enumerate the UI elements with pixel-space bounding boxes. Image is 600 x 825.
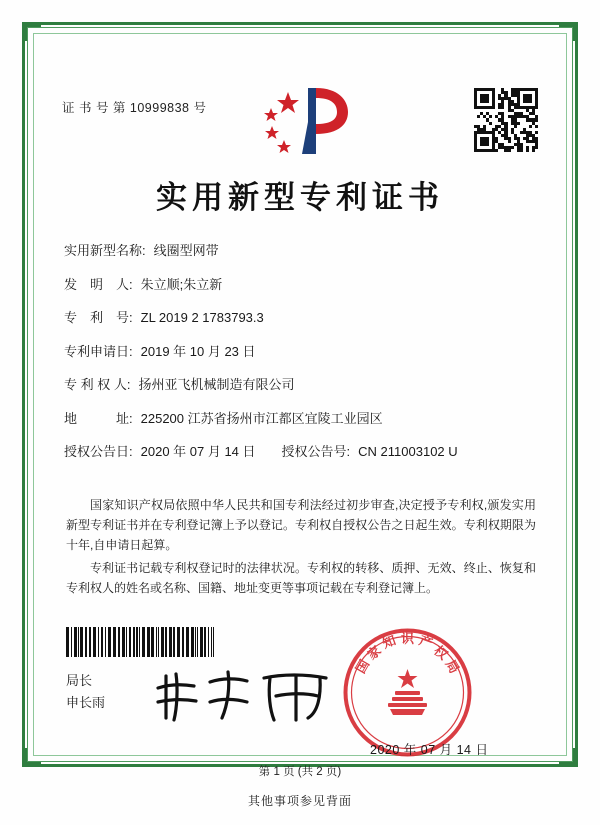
field-value-grant-number: CN 211003102 U xyxy=(358,444,458,459)
signature-title-label: 局长 xyxy=(66,673,93,688)
legal-text xyxy=(66,495,536,601)
page-title: 实用新型专利证书 xyxy=(156,180,444,215)
field-address xyxy=(64,408,542,427)
seal-date: 2020 年 07 月 14 日 xyxy=(370,743,489,757)
corner-ornament-top-left xyxy=(25,25,41,41)
field-label: 专利申请日: xyxy=(64,343,133,359)
certificate-content xyxy=(40,40,560,778)
barcode xyxy=(66,627,216,657)
signature-block xyxy=(66,670,105,714)
corner-ornament-bottom-right xyxy=(559,748,575,764)
svg-text:家: 家 xyxy=(364,642,384,663)
svg-text:国: 国 xyxy=(352,657,373,676)
field-patentee xyxy=(64,374,542,393)
field-inventors xyxy=(64,274,542,293)
svg-text:产: 产 xyxy=(417,632,435,652)
page-indicator: 第 1 页 (共 2 页) xyxy=(258,766,342,778)
field-value: 225200 江苏省扬州市江都区宜陵工业园区 xyxy=(140,410,383,426)
field-application-date xyxy=(64,341,542,360)
cnipa-emblem-icon xyxy=(258,82,354,158)
certificate-number: 证 书 号 第 10999838 号 xyxy=(62,101,207,115)
legal-paragraph-2: 专利证书记载专利权登记时的法律状况。专利权的转移、质押、无效、终止、恢复和专利权人的姓名或名称、国籍、地址变更等事项记载在专利登记簿上。 xyxy=(66,561,536,595)
field-value-grant-date: 2020 年 07 月 14 日 xyxy=(140,444,256,459)
field-value: 2019 年 10 月 23 日 xyxy=(140,343,256,359)
handwritten-signature xyxy=(148,668,338,726)
field-label-grant-number: 授权公告号: xyxy=(281,444,351,459)
field-utility-model-name xyxy=(64,240,542,259)
legal-paragraph-1: 国家知识产权局依照中华人民共和国专利法经过初步审查,决定授予专利权,颁发实用新型专利证书并在专利登记簿上予以登记。专利权自授权公告之日起生效。专利权期限为十年,自申请日起算。 xyxy=(66,498,536,552)
field-label: 专 利 权 人: xyxy=(64,377,131,392)
field-value: 扬州亚飞机械制造有限公司 xyxy=(138,377,295,392)
field-value: 线圈型网带 xyxy=(153,243,219,258)
footer-note: 其他事项参见背面 xyxy=(247,794,352,808)
field-label: 实用新型名称: xyxy=(64,243,146,258)
field-label: 专 利 号: xyxy=(64,310,133,325)
corner-ornament-bottom-left xyxy=(25,748,41,764)
field-list xyxy=(64,240,542,475)
svg-text:识: 识 xyxy=(400,631,415,646)
field-patent-number xyxy=(64,307,542,326)
field-label-grant-date: 授权公告日: xyxy=(64,444,133,459)
svg-text:知: 知 xyxy=(380,632,398,652)
field-value: 朱立顺;朱立新 xyxy=(140,276,223,292)
field-value: ZL 2019 2 1783793.3 xyxy=(140,310,264,325)
corner-ornament-top-right xyxy=(559,25,575,41)
svg-text:局: 局 xyxy=(442,657,463,676)
field-grant-announcement xyxy=(64,441,542,460)
svg-text:权: 权 xyxy=(431,642,451,663)
field-label: 地 址: xyxy=(64,410,133,426)
signature-name-label: 申长雨 xyxy=(66,695,106,710)
qr-code xyxy=(474,88,538,152)
field-label: 发 明 人: xyxy=(64,276,133,292)
